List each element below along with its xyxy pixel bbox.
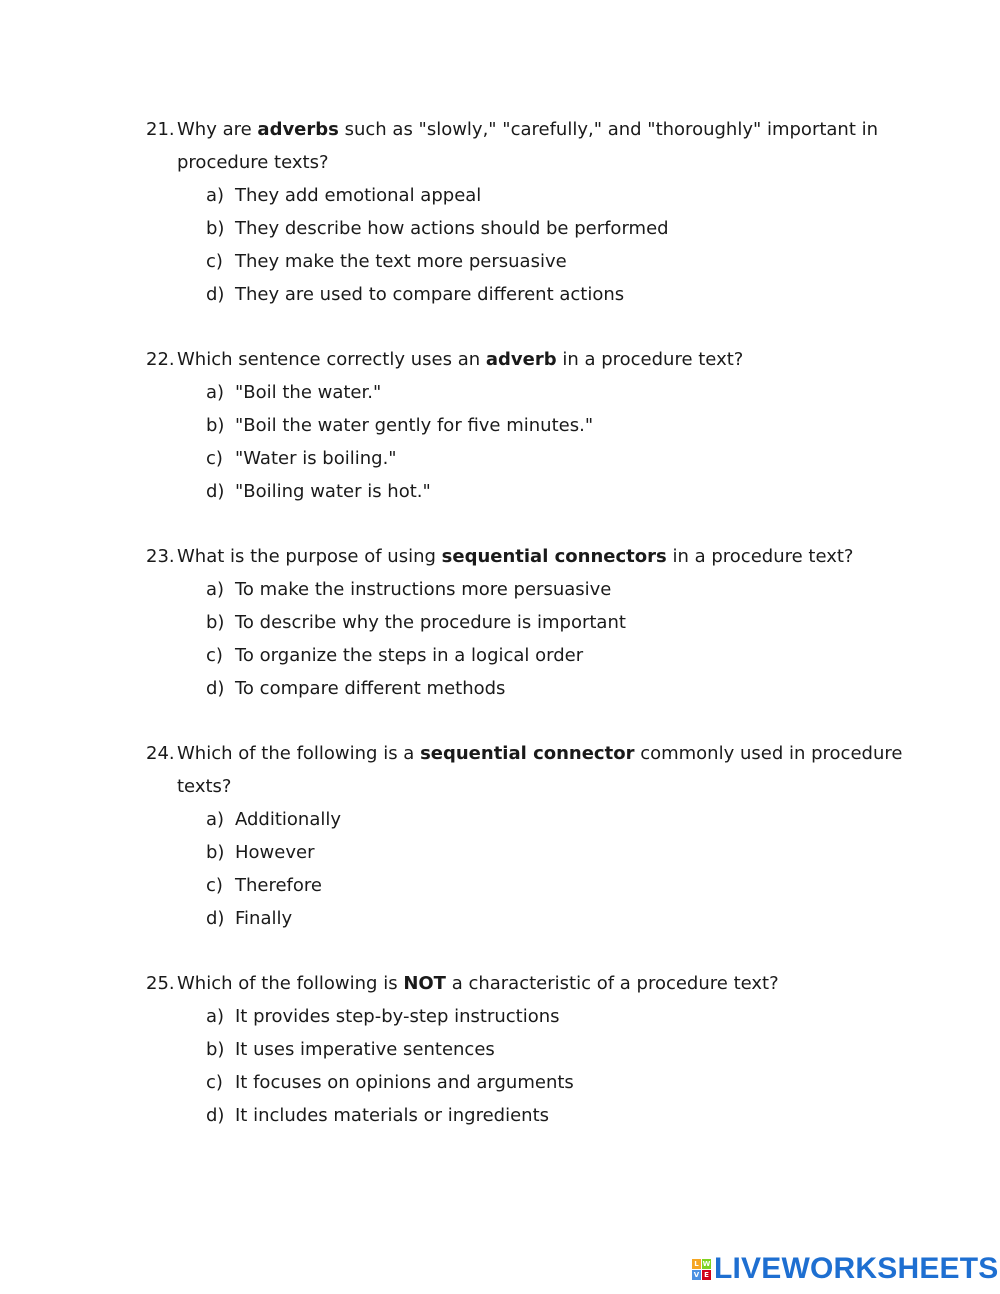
question-number: 24. <box>146 743 175 764</box>
question-21 <box>146 113 906 311</box>
logo-mark-square: L <box>692 1259 701 1269</box>
answer-option[interactable] <box>206 803 906 836</box>
answer-options <box>146 179 906 311</box>
question-text-part: in a procedure text? <box>556 349 744 370</box>
logo-mark-square: V <box>693 1270 700 1279</box>
question-number: 22. <box>146 349 175 370</box>
question-stem <box>146 113 906 179</box>
question-text-part: Why are <box>177 119 258 140</box>
option-text: "Water is boiling." <box>235 448 397 469</box>
option-letter: d) <box>206 1105 225 1126</box>
answer-option[interactable] <box>206 245 906 278</box>
answer-option[interactable] <box>206 1099 906 1132</box>
liveworksheets-logo <box>692 1254 999 1284</box>
option-text: To describe why the procedure is important <box>235 612 626 633</box>
question-text <box>177 349 743 370</box>
option-letter: b) <box>206 1039 225 1060</box>
option-text: Additionally <box>235 809 342 830</box>
question-stem <box>146 343 906 376</box>
answer-option[interactable] <box>206 902 906 935</box>
option-letter: a) <box>206 809 225 830</box>
answer-option[interactable] <box>206 836 906 869</box>
answer-option[interactable] <box>206 278 906 311</box>
option-text: Finally <box>235 908 293 929</box>
question-keyword: adverb <box>485 349 557 370</box>
option-letter: c) <box>206 448 223 469</box>
question-number: 21. <box>146 119 175 140</box>
option-letter: d) <box>206 678 225 699</box>
option-text: To compare different methods <box>235 678 506 699</box>
question-text-part: What is the purpose of using <box>177 546 442 567</box>
answer-option[interactable] <box>206 376 906 409</box>
option-text: "Boil the water." <box>235 382 382 403</box>
option-text: However <box>235 842 315 863</box>
answer-option[interactable] <box>206 672 906 705</box>
option-letter: b) <box>206 842 225 863</box>
option-letter: b) <box>206 612 225 633</box>
answer-options <box>146 573 906 705</box>
answer-option[interactable] <box>206 869 906 902</box>
option-letter: c) <box>206 875 223 896</box>
question-text-part: Which of the following is a <box>177 743 421 764</box>
option-text: Therefore <box>235 875 322 896</box>
question-number: 25. <box>146 973 175 994</box>
answer-option[interactable] <box>206 1033 906 1066</box>
option-letter: b) <box>206 218 225 239</box>
option-text: To make the instructions more persuasive <box>235 579 612 600</box>
option-text: "Boiling water is hot." <box>235 481 431 502</box>
question-23 <box>146 540 906 705</box>
answer-option[interactable] <box>206 179 906 212</box>
answer-option[interactable] <box>206 442 906 475</box>
option-text: It uses imperative sentences <box>235 1039 495 1060</box>
question-text-part: commonly used in procedure texts? <box>177 743 903 797</box>
answer-option[interactable] <box>206 475 906 508</box>
answer-option[interactable] <box>206 409 906 442</box>
answer-options <box>146 803 906 935</box>
option-text: They make the text more persuasive <box>235 251 567 272</box>
question-text <box>177 546 853 567</box>
option-letter: a) <box>206 1006 225 1027</box>
option-letter: c) <box>206 1072 223 1093</box>
question-text-part: such as "slowly," "carefully," and "thoroughly" important in procedure texts? <box>177 119 879 173</box>
question-keyword: NOT <box>403 973 446 994</box>
option-letter: c) <box>206 251 223 272</box>
question-text-part: Which of the following is <box>177 973 404 994</box>
option-letter: d) <box>206 481 225 502</box>
question-25 <box>146 967 906 1132</box>
option-text: They are used to compare different actions <box>235 284 625 305</box>
question-24 <box>146 737 906 935</box>
option-letter: a) <box>206 185 225 206</box>
question-number: 23. <box>146 546 175 567</box>
question-stem <box>146 967 906 1000</box>
option-text: They add emotional appeal <box>235 185 482 206</box>
question-keyword: adverbs <box>257 119 339 140</box>
option-letter: d) <box>206 908 225 929</box>
answer-option[interactable] <box>206 1066 906 1099</box>
answer-option[interactable] <box>206 212 906 245</box>
answer-option[interactable] <box>206 606 906 639</box>
option-text: "Boil the water gently for five minutes." <box>235 415 594 436</box>
option-letter: b) <box>206 415 225 436</box>
answer-options <box>146 1000 906 1132</box>
question-22 <box>146 343 906 508</box>
option-text: It includes materials or ingredients <box>235 1105 550 1126</box>
answer-option[interactable] <box>206 573 906 606</box>
question-stem <box>146 737 906 803</box>
question-text <box>177 119 878 173</box>
question-keyword: sequential connector <box>420 743 635 764</box>
option-text: It focuses on opinions and arguments <box>235 1072 574 1093</box>
option-letter: c) <box>206 645 223 666</box>
option-text: They describe how actions should be performed <box>235 218 669 239</box>
option-letter: a) <box>206 382 225 403</box>
answer-options <box>146 376 906 508</box>
option-text: It provides step-by-step instructions <box>235 1006 560 1027</box>
answer-option[interactable] <box>206 639 906 672</box>
option-text: To organize the steps in a logical order <box>235 645 584 666</box>
question-text <box>177 973 779 994</box>
question-text-part: a characteristic of a procedure text? <box>445 973 779 994</box>
question-keyword: sequential connectors <box>441 546 667 567</box>
logo-mark-icon <box>692 1259 711 1280</box>
question-text-part: in a procedure text? <box>666 546 854 567</box>
question-text <box>177 743 902 797</box>
option-letter: d) <box>206 284 225 305</box>
option-letter: a) <box>206 579 225 600</box>
logo-mark-square: E <box>702 1270 711 1280</box>
logo-mark-square: W <box>702 1259 711 1268</box>
logo-text: LIVEWORKSHEETS <box>714 1252 999 1285</box>
question-text-part: Which sentence correctly uses an <box>177 349 486 370</box>
worksheet <box>146 113 906 1164</box>
question-stem <box>146 540 906 573</box>
answer-option[interactable] <box>206 1000 906 1033</box>
